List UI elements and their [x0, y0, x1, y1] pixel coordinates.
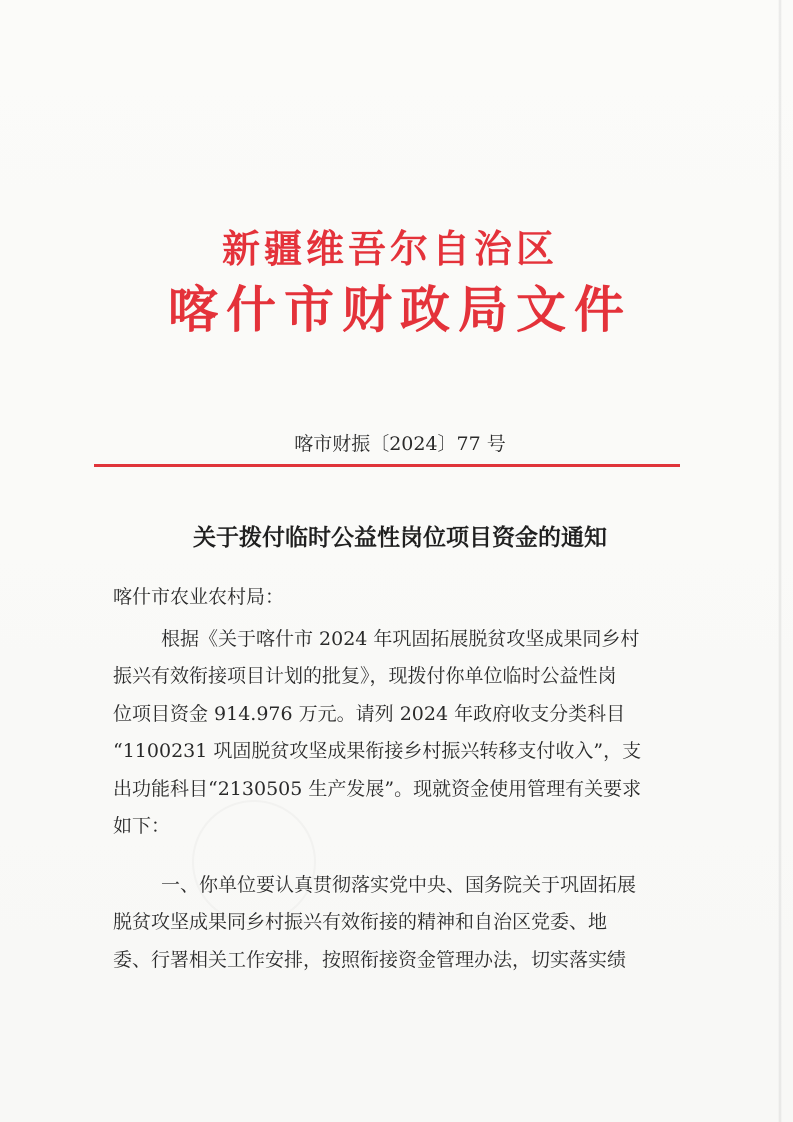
document-number: 喀市财振〔2024〕77 号 [294, 433, 506, 455]
document-title: 关于拨付临时公益性岗位项目资金的通知 [193, 525, 607, 551]
body-line: “1100231 巩固脱贫攻坚成果衔接乡村振兴转移支付收入”，支 [113, 740, 642, 762]
body-line: 出功能科目“2130505 生产发展”。现就资金使用管理有关要求 [113, 778, 642, 800]
body-line: 根据《关于喀什市 2024 年巩固拓展脱贫攻坚成果同乡村 [161, 628, 640, 650]
body-line: 振兴有效衔接项目计划的批复》，现拨付你单位临时公益性岗 [113, 665, 617, 687]
body-line: 脱贫攻坚成果同乡村振兴有效衔接的精神和自治区党委、地 [113, 911, 608, 933]
addressee: 喀什市农业农村局： [113, 586, 285, 608]
body-line: 一、你单位要认真贯彻落实党中央、国务院关于巩固拓展 [161, 874, 637, 896]
scan-edge [778, 0, 782, 1122]
body-line: 位项目资金 914.976 万元。请列 2024 年政府收支分类科目 [113, 703, 626, 725]
body-line: 如下： [113, 815, 171, 837]
header-issuer: 喀什市财政局文件 [168, 280, 632, 339]
body-line: 委、行署相关工作安排，按照衔接资金管理办法，切实落实绩 [113, 949, 627, 971]
header-region: 新疆维吾尔自治区 [221, 226, 558, 271]
red-divider [94, 464, 680, 467]
